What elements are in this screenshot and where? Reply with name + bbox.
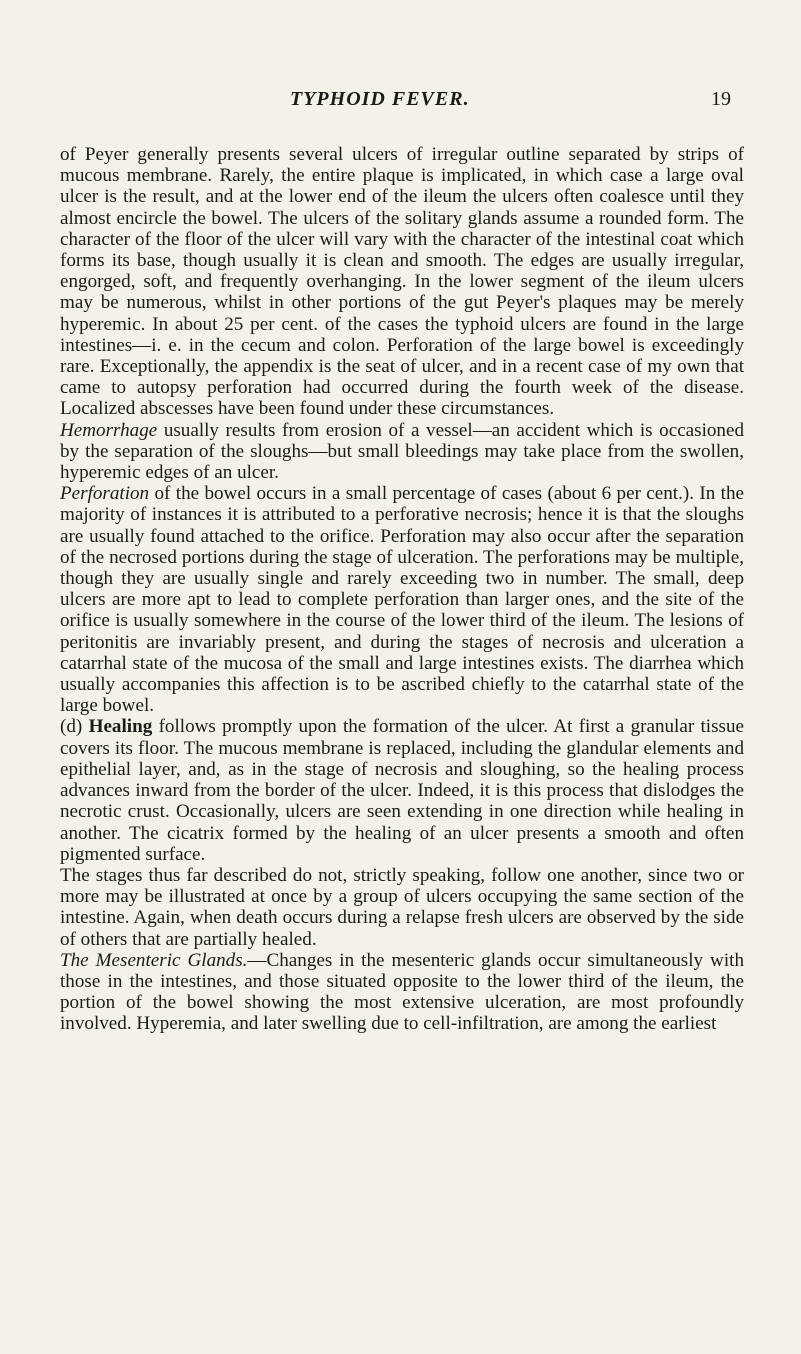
- paragraph-heading-perforation: Perforation: [60, 483, 150, 505]
- paragraph-mesenteric-glands: [60, 950, 744, 1035]
- page-number: 19: [711, 88, 731, 110]
- paragraph-text: usually results from erosion of a vessel—an accident which is occasioned by the separation of the sloughs—but small bleedings may take place from the swollen, hyperemic edges of an ulcer.: [60, 419, 744, 484]
- running-title: TYPHOID FEVER.: [290, 88, 470, 110]
- paragraph-text: of the bowel occurs in a small percentage of cases (about 6 per cent.). In the majority of instances it is attributed to a perforative necrosis; hence it is that the sloughs are usually found attached to the orifice. Perforation may also occur after the separation of the necrosed portions during the stage of ulceration. The perforations may be multiple, though they are usually single and rarely exceeding two in number. The small, deep ulcers are more apt to lead to complete perforation than larger ones, and the site of the orifice is usually somewhere in the course of the lower third of the ileum. The lesions of peritonitis are invariably present, and during the stages of necrosis and ulceration a catarrhal state of the mucosa of the small and large intestines exists. The diarrhea which usually accompanies this affection is to be ascribed chiefly to the catarrhal state of the large bowel.: [60, 483, 744, 717]
- paragraph-text: —Changes in the mesenteric glands occur simultaneously with those in the intestines, and those situated opposite to the lower third of the ileum, the portion of the bowel showing the most extensive ulceration, are most profoundly involved. Hyperemia, and later swelling due to cell-infiltration, are among the earliest: [60, 949, 745, 1035]
- section-marker: (d): [60, 716, 83, 738]
- paragraph-heading-mesenteric: The Mesenteric Glands.: [60, 949, 248, 971]
- running-header: [0, 88, 801, 114]
- paragraph-heading-hemorrhage: Hemorrhage: [60, 419, 158, 441]
- paragraph-healing: [60, 716, 744, 864]
- paragraph-heading-healing: Healing: [88, 716, 153, 738]
- paragraph-text: The stages thus far described do not, strictly speaking, follow one another, since two or more may be illustrated at once by a group of ulcers occupying the same section of the intestine. Again, when death occurs during a relapse fresh ulcers are observed by the side of others that are partially healed.: [60, 864, 744, 950]
- paragraph-perforation: [60, 483, 744, 716]
- paragraph-text: follows promptly upon the formation of the ulcer. At first a granular tissue covers its floor. The mucous membrane is replaced, including the glandular elements and epithelial layer, and, as in the stage of necrosis and sloughing, so the healing process advances inward from the border of the ulcer. Indeed, it is this process that dislodges the necrotic crust. Occasionally, ulcers are seen extending in one direction while healing in another. The cicatrix formed by the healing of an ulcer presents a smooth and often pigmented surface.: [60, 716, 744, 865]
- paragraph-stages: [60, 865, 744, 950]
- paragraph-text: of Peyer generally presents several ulcers of irregular outline separated by strips of mucous membrane. Rarely, the entire plaque is implicated, in which case a large oval ulcer is the result, and at the lower end of the ileum the ulcers often coalesce until they almost encircle the bowel. The ulcers of the solitary glands assume a rounded form. The character of the floor of the ulcer will vary with the character of the intestinal coat which forms its base, though usually it is clean and smooth. The edges are usually irregular, engorged, soft, and frequently overhanging. In the lower segment of the ileum ulcers may be numerous, whilst in other portions of the gut Peyer's plaques may be merely hyperemic. In about 25 per cent. of the cases the typhoid ulcers are found in the large intestines—i. e. in the cecum and colon. Perforation of the large bowel is exceedingly rare. Exceptionally, the appendix is the seat of ulcer, and in a recent case of my own that came to autopsy perforation had occurred during the fourth week of the disease. Localized abscesses have been found under these circumstances.: [60, 144, 744, 420]
- body-text: [60, 144, 744, 1035]
- paragraph-peyer-ulcers: [60, 144, 744, 420]
- paragraph-hemorrhage: [60, 420, 744, 484]
